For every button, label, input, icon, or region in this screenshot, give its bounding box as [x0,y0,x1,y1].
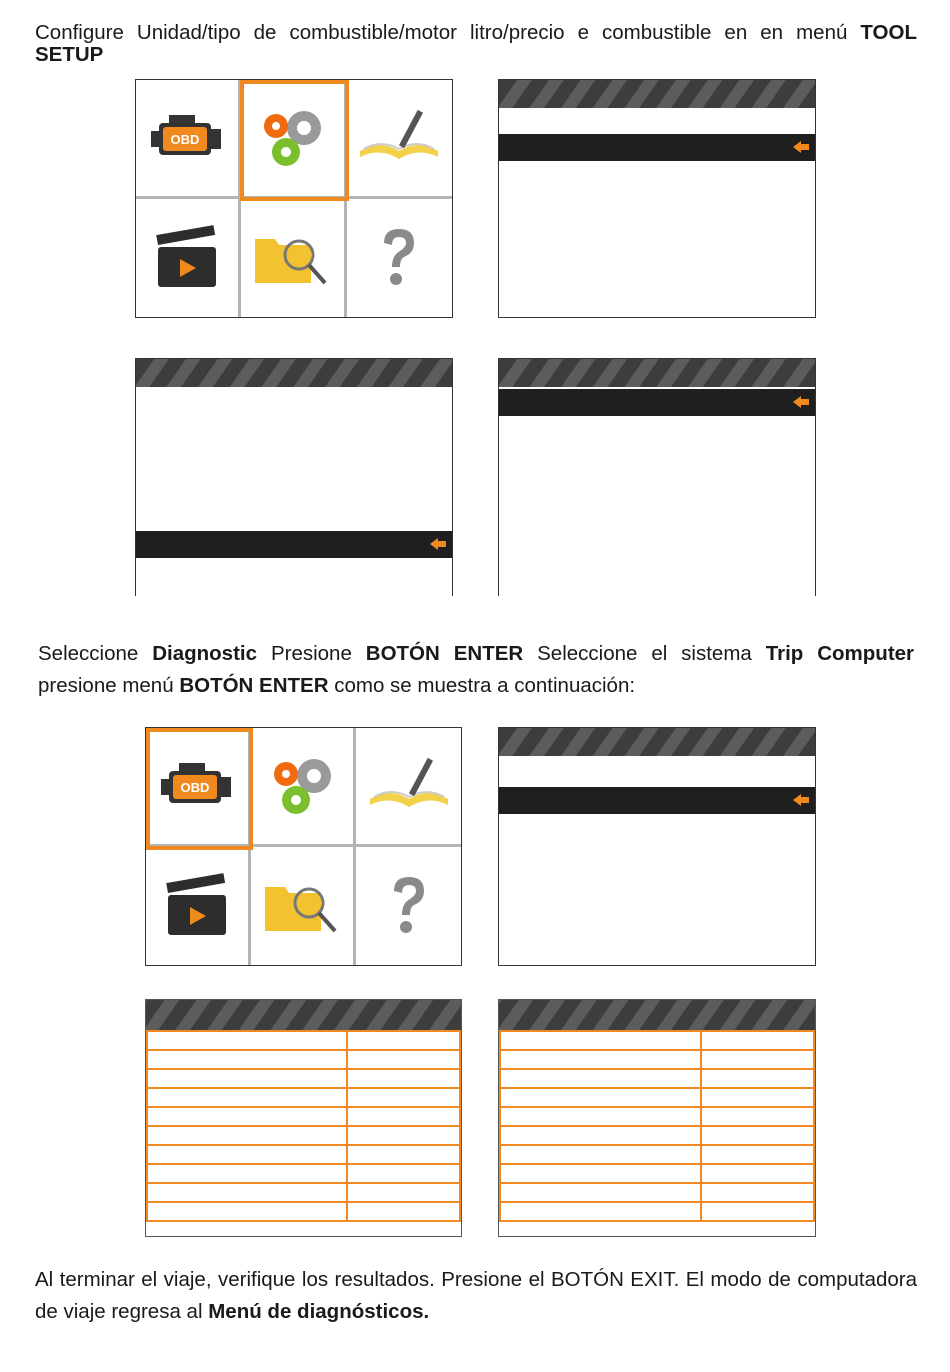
menu-cell-review[interactable] [241,199,346,318]
results-table [499,1030,815,1222]
question-mark-icon [384,873,434,939]
selected-menu-row[interactable] [136,531,452,558]
table-row [147,1088,460,1107]
instruction-text: Seleccione el sistema [537,642,752,665]
menu-cell-obd[interactable] [146,728,251,847]
table-row [147,1202,460,1221]
main-menu-grid-2 [145,727,462,966]
menu-screen-4 [498,727,816,966]
table-cell-label [147,1107,347,1126]
instruction-paragraph-2 [38,638,914,702]
table-row [147,1050,460,1069]
menu-cell-help[interactable] [356,847,461,966]
table-cell-label [147,1088,347,1107]
table-row [500,1145,814,1164]
menu-cell-video[interactable] [136,199,241,318]
table-row [500,1202,814,1221]
selected-menu-row[interactable] [499,787,815,814]
instruction-bold: Trip Computer [765,642,915,665]
table-row [147,1164,460,1183]
clapperboard-icon [152,225,222,291]
table-row [147,1145,460,1164]
instruction-bold: Diagnostic [152,642,258,665]
instruction-bold: BOTÓN ENTER [365,642,524,665]
clapperboard-icon [162,873,232,939]
instruction-paragraph-3 [35,1264,917,1328]
selector-arrow-icon [793,396,801,408]
gears-icon [252,106,332,170]
instruction-paragraph-1 [35,22,917,66]
table-row [500,1183,814,1202]
table-row [147,1069,460,1088]
table-cell-value [347,1107,460,1126]
book-pen-icon [356,105,442,171]
instruction-text: Al terminar el viaje, verifique los resultados. Presione el BOTÓN EXIT. El modo de computadora de viaje regresa al [35,1268,917,1323]
menu-cell-obd[interactable] [136,80,241,199]
table-cell-value [701,1183,814,1202]
folder-search-icon [259,873,345,939]
screen-header [499,359,815,387]
table-cell-value [701,1031,814,1050]
table-cell-value [347,1183,460,1202]
screen-header [499,80,815,108]
table-cell-label [500,1202,701,1221]
selector-arrow-icon [793,794,801,806]
instruction-text: Seleccione [38,642,139,665]
selector-arrow-icon [430,538,438,550]
table-cell-label [147,1202,347,1221]
table-cell-label [147,1050,347,1069]
selected-menu-row[interactable] [499,389,815,416]
obd-label: OBD [180,779,210,795]
table-cell-value [347,1202,460,1221]
table-cell-label [500,1164,701,1183]
screen-header [499,728,815,756]
instruction-text: presione menú [38,674,174,697]
obd-icon [159,761,235,811]
instruction-bold: TOOL SETUP [35,21,917,66]
menu-screen-2 [135,358,453,596]
table-row [147,1183,460,1202]
table-cell-label [500,1050,701,1069]
table-cell-label [147,1126,347,1145]
table-row [147,1031,460,1050]
table-cell-value [701,1126,814,1145]
table-row [500,1107,814,1126]
table-cell-label [500,1088,701,1107]
table-row [500,1126,814,1145]
table-cell-value [701,1202,814,1221]
menu-cell-help[interactable] [347,199,452,318]
table-row [500,1164,814,1183]
obd-label: OBD [170,131,200,147]
table-cell-value [701,1107,814,1126]
table-cell-value [347,1126,460,1145]
table-cell-label [147,1145,347,1164]
table-row [147,1107,460,1126]
table-cell-value [701,1164,814,1183]
table-cell-label [500,1107,701,1126]
menu-cell-video[interactable] [146,847,251,966]
book-pen-icon [366,753,452,819]
table-cell-label [500,1183,701,1202]
selector-arrow-icon [793,141,801,153]
instruction-text: Presione [270,642,352,665]
menu-screen-3 [498,358,816,596]
screen-header [499,1000,815,1030]
trip-results-table-2 [498,999,816,1237]
obd-icon [149,113,225,163]
table-row [500,1050,814,1069]
table-cell-value [347,1069,460,1088]
table-cell-value [701,1050,814,1069]
table-row [500,1069,814,1088]
main-menu-grid-1 [135,79,453,318]
instruction-bold: Menú de diagnósticos. [208,1300,430,1323]
selected-menu-row[interactable] [499,134,815,161]
table-cell-value [347,1088,460,1107]
trip-results-table-1 [145,999,462,1237]
table-cell-value [701,1088,814,1107]
menu-cell-manual[interactable] [347,80,452,199]
menu-cell-setup[interactable] [241,80,346,199]
menu-cell-review[interactable] [251,847,356,966]
results-table [146,1030,461,1222]
screen-header [136,359,452,387]
table-cell-label [500,1031,701,1050]
table-cell-label [147,1069,347,1088]
menu-screen-1 [498,79,816,318]
table-cell-label [147,1164,347,1183]
table-cell-label [500,1126,701,1145]
gears-icon [262,754,342,818]
table-cell-value [347,1145,460,1164]
table-cell-label [500,1069,701,1088]
screen-header [146,1000,461,1030]
question-mark-icon [374,225,424,291]
instruction-text: Configure Unidad/tipo de combustible/motor litro/precio e combustible en en menú [35,21,848,44]
table-row [500,1088,814,1107]
table-cell-label [147,1183,347,1202]
table-row [147,1126,460,1145]
table-cell-value [347,1164,460,1183]
menu-cell-setup[interactable] [251,728,356,847]
table-cell-value [701,1069,814,1088]
table-row [500,1031,814,1050]
table-cell-label [500,1145,701,1164]
table-cell-label [147,1031,347,1050]
table-cell-value [701,1145,814,1164]
table-cell-value [347,1050,460,1069]
instruction-text: como se muestra a continuación: [334,674,636,697]
menu-cell-manual[interactable] [356,728,461,847]
table-cell-value [347,1031,460,1050]
folder-search-icon [249,225,335,291]
instruction-bold: BOTÓN ENTER [179,674,329,697]
